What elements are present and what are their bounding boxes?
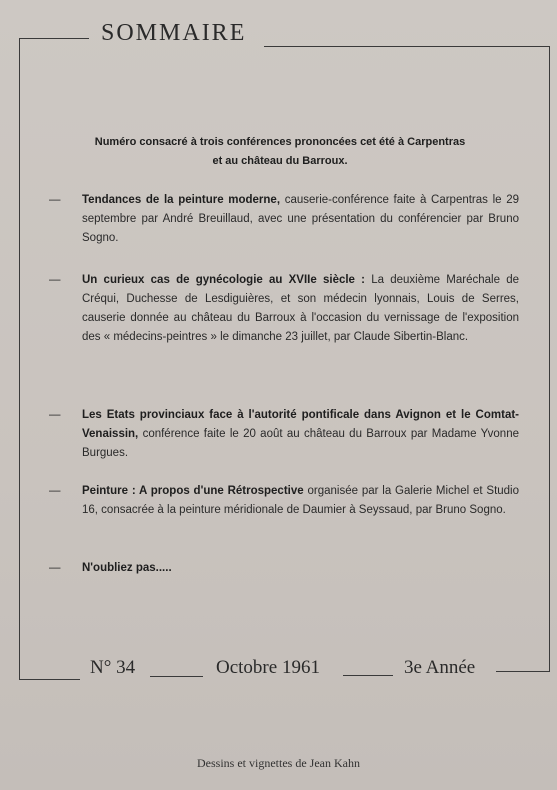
item-dash: — xyxy=(49,409,61,421)
intro-text xyxy=(40,133,520,171)
item-text: La deuxième Maréchale de Créqui, Duchesse de Lesdiguières, et son médecin lyonnais, Louis de Serres, causerie donnée au château du Barroux à l'occasion du vernissage de l'exposition des « médecins-peintres » le dimanche 23 juillet, par Claude Sibertin-Blanc. xyxy=(82,274,519,343)
list-item xyxy=(49,482,519,520)
list-item xyxy=(49,191,519,248)
issue-year: 3e Année xyxy=(404,657,476,678)
item-dash: — xyxy=(49,485,61,497)
frame-right-rule xyxy=(549,46,550,671)
list-item xyxy=(49,406,519,463)
footer-rule-2 xyxy=(150,676,203,677)
item-text: causerie-conférence faite à Carpentras le 29 septembre par André Breuillaud, avec une présentation du conférencier par Bruno Sogno. xyxy=(82,194,519,244)
item-title: Peinture : A propos d'une Rétrospective xyxy=(82,485,304,497)
footer-rule-3 xyxy=(343,675,393,676)
item-title: Les Etats provinciaux face à l'autorité pontificale dans Avignon et le Comtat-Venaissin, xyxy=(82,409,519,440)
page-title: SOMMAIRE xyxy=(101,20,247,46)
footer-rule-1 xyxy=(19,679,80,680)
item-text: organisée par la Galerie Michel et Studio 16, consacrée à la peinture méridionale de Daumier à Seyssaud, par Bruno Sogno. xyxy=(82,485,520,516)
item-title: Tendances de la peinture moderne, xyxy=(82,194,281,206)
item-title: Un curieux cas de gynécologie au XVIIe siècle : xyxy=(82,274,365,286)
item-dash: — xyxy=(49,274,61,286)
header-rule-right xyxy=(264,46,550,47)
list-item xyxy=(49,271,519,347)
credit-line: Dessins et vignettes de Jean Kahn xyxy=(197,756,360,770)
item-dash: — xyxy=(49,562,61,574)
item-dash: — xyxy=(49,194,61,206)
item-text: conférence faite le 20 août au château du Barroux par Madame Yvonne Burgues. xyxy=(82,428,519,459)
intro-line-2: et au château du Barroux. xyxy=(212,155,348,167)
footer-rule-4 xyxy=(496,671,550,672)
item-title: N'oubliez pas..... xyxy=(82,562,172,574)
frame-left-rule xyxy=(19,38,20,679)
header-rule-left xyxy=(19,38,89,39)
issue-date: Octobre 1961 xyxy=(216,657,320,678)
issue-number: N° 34 xyxy=(90,657,136,678)
list-item xyxy=(49,559,519,578)
intro-line-1: Numéro consacré à trois conférences prononcées cet été à Carpentras xyxy=(94,136,466,148)
